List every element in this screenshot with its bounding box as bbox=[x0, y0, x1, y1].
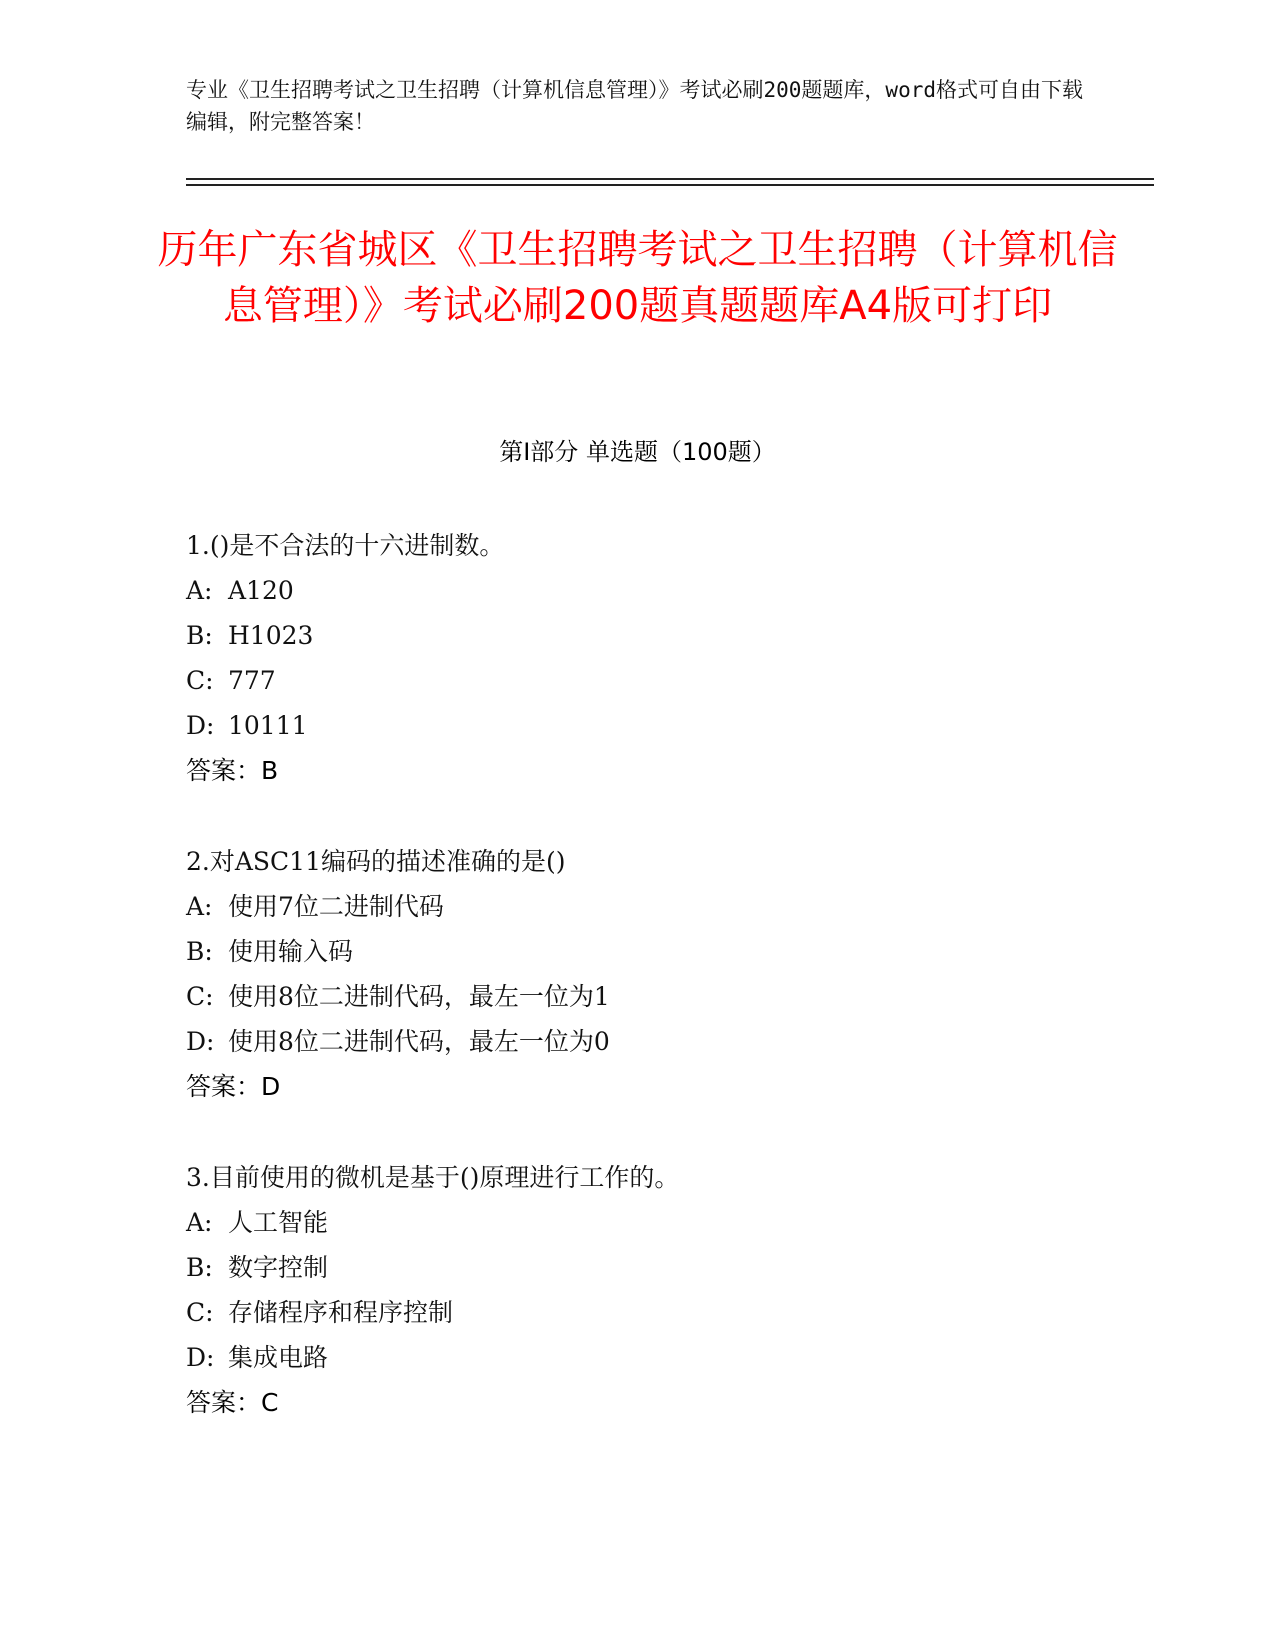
option-text: 10111 bbox=[228, 711, 308, 740]
option-d bbox=[186, 1335, 1126, 1380]
option-d bbox=[186, 703, 1126, 748]
option-text: A120 bbox=[228, 576, 294, 605]
option-letter: B: bbox=[186, 937, 213, 966]
option-b bbox=[186, 929, 1126, 974]
option-text: 存储程序和程序控制 bbox=[228, 1298, 454, 1327]
option-text: H1023 bbox=[228, 621, 314, 650]
section-title: 第Ⅰ部分 单选题（100题） bbox=[499, 438, 776, 466]
question-list bbox=[186, 523, 1126, 1471]
option-text: 使用8位二进制代码，最左一位为0 bbox=[228, 1027, 610, 1056]
document-title: 历年广东省城区《卫生招聘考试之卫生招聘（计算机信息管理）》考试必刷200题真题题库A4版可打印 bbox=[157, 227, 1118, 329]
header-note: 专业《卫生招聘考试之卫生招聘（计算机信息管理）》考试必刷200题题库，word格式可自由下载编辑，附完整答案！ bbox=[186, 78, 1083, 134]
answer-line: 答案：C bbox=[186, 1388, 279, 1417]
option-letter: A: bbox=[186, 576, 213, 605]
option-c bbox=[186, 658, 1126, 703]
option-text: 集成电路 bbox=[228, 1343, 329, 1372]
option-a bbox=[186, 568, 1126, 613]
option-text: 使用8位二进制代码，最左一位为1 bbox=[228, 982, 610, 1011]
option-letter: A: bbox=[186, 892, 213, 921]
option-text: 人工智能 bbox=[228, 1208, 329, 1237]
option-letter: D: bbox=[186, 711, 215, 740]
answer-line: 答案：B bbox=[186, 756, 279, 785]
header-divider-bottom bbox=[186, 184, 1154, 186]
option-letter: C: bbox=[186, 982, 214, 1011]
option-letter: B: bbox=[186, 1253, 213, 1282]
question-stem: 1.()是不合法的十六进制数。 bbox=[186, 531, 505, 560]
option-b bbox=[186, 613, 1126, 658]
option-c bbox=[186, 1290, 1126, 1335]
question-stem: 2.对ASC11编码的描述准确的是() bbox=[186, 847, 566, 876]
option-text: 使用7位二进制代码 bbox=[228, 892, 444, 921]
option-letter: B: bbox=[186, 621, 213, 650]
option-d bbox=[186, 1019, 1126, 1064]
option-letter: C: bbox=[186, 1298, 214, 1327]
option-b bbox=[186, 1245, 1126, 1290]
option-letter: C: bbox=[186, 666, 214, 695]
option-text: 使用输入码 bbox=[228, 937, 354, 966]
answer-line: 答案：D bbox=[186, 1072, 281, 1101]
question-stem: 3.目前使用的微机是基于()原理进行工作的。 bbox=[186, 1163, 680, 1192]
header-divider-top bbox=[186, 178, 1154, 180]
option-c bbox=[186, 974, 1126, 1019]
option-text: 777 bbox=[228, 666, 276, 695]
option-a bbox=[186, 884, 1126, 929]
option-letter: A: bbox=[186, 1208, 213, 1237]
option-text: 数字控制 bbox=[228, 1253, 329, 1282]
option-letter: D: bbox=[186, 1027, 215, 1056]
option-a bbox=[186, 1200, 1126, 1245]
question-1 bbox=[186, 523, 1126, 793]
option-letter: D: bbox=[186, 1343, 215, 1372]
question-2 bbox=[186, 839, 1126, 1109]
question-3 bbox=[186, 1155, 1126, 1425]
